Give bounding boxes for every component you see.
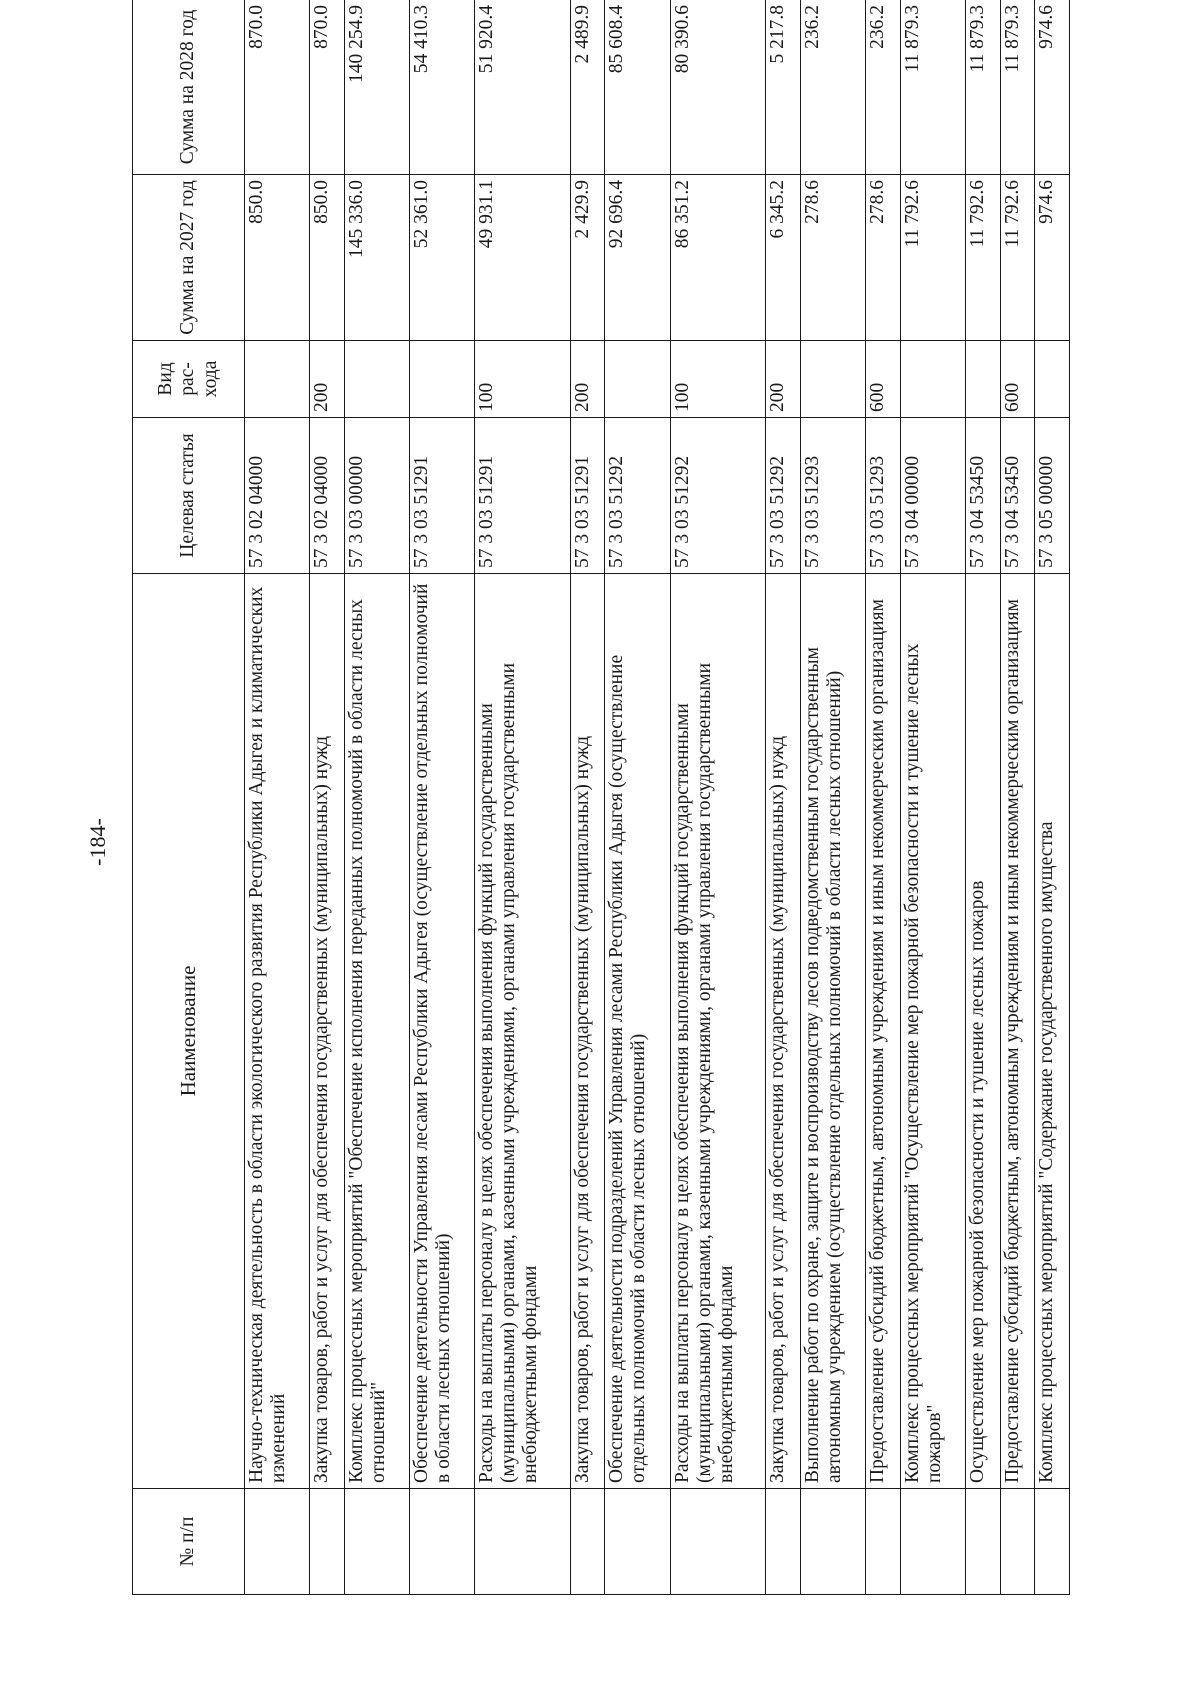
header-name: Наименование [133, 574, 245, 1489]
header-target-article: Целевая статья [133, 418, 245, 574]
row-target-article-cell: 57 3 03 51293 [866, 418, 901, 574]
table-row [409, 0, 474, 1595]
page-number: -184- [85, 818, 110, 866]
row-name-cell: Комплекс процессных мероприятий "Обеспечение исполнения переданных полномочий в области лесных отношений" [344, 574, 409, 1489]
row-name-cell: Предоставление субсидий бюджетным, автономным учреждениям и иным некоммерческим организациям [866, 574, 901, 1489]
row-sum-2027-cell: 2 429.9 [570, 175, 605, 341]
table-row [475, 0, 571, 1595]
row-number-cell [965, 1489, 1000, 1595]
row-sum-2027-cell: 850.0 [310, 175, 345, 341]
row-name-cell: Осуществление мер пожарной безопасности и тушение лесных пожаров [965, 574, 1000, 1489]
row-name-cell: Научно-техническая деятельность в области экологического развития Республики Адыгея и климатических изменений [245, 574, 310, 1489]
row-expense-type-cell [1035, 341, 1070, 418]
table-row [900, 0, 965, 1595]
row-sum-2027-cell: 52 361.0 [409, 175, 474, 341]
header-sum-2027: Сумма на 2027 год [133, 175, 245, 341]
row-sum-2028-cell: 140 254.9 [344, 0, 409, 175]
row-name-cell: Закупка товаров, работ и услуг для обеспечения государственных (муниципальных) нужд [766, 574, 801, 1489]
row-sum-2027-cell: 86 351.2 [670, 175, 766, 341]
row-expense-type-cell: 200 [310, 341, 345, 418]
table-row [670, 0, 766, 1595]
table-header-row [133, 0, 245, 1595]
row-target-article-cell: 57 3 04 53450 [1000, 418, 1035, 574]
row-sum-2027-cell: 278.6 [866, 175, 901, 341]
row-target-article-cell: 57 3 03 00000 [344, 418, 409, 574]
row-number-cell [766, 1489, 801, 1595]
row-name-cell: Расходы на выплаты персоналу в целях обеспечения выполнения функций государственными (муниципальными) органами, казенными учреждениями, органами управления государственными внебюджетными фондами [670, 574, 766, 1489]
row-sum-2028-cell: 54 410.3 [409, 0, 474, 175]
row-expense-type-cell: 200 [766, 341, 801, 418]
table-row [245, 0, 310, 1595]
row-expense-type-cell [965, 341, 1000, 418]
row-sum-2028-cell: 236.2 [800, 0, 865, 175]
table-row [866, 0, 901, 1595]
row-number-cell [866, 1489, 901, 1595]
row-number-cell [310, 1489, 345, 1595]
row-number-cell [570, 1489, 605, 1595]
row-target-article-cell: 57 3 03 51292 [766, 418, 801, 574]
row-name-cell: Расходы на выплаты персоналу в целях обеспечения выполнения функций государственными (муниципальными) органами, казенными учреждениями, органами управления государственными внебюджетными фондами [475, 574, 571, 1489]
header-sum-2028: Сумма на 2028 год [133, 0, 245, 175]
table-row [605, 0, 670, 1595]
row-target-article-cell: 57 3 03 51291 [409, 418, 474, 574]
row-expense-type-cell [344, 341, 409, 418]
row-sum-2028-cell: 85 608.4 [605, 0, 670, 175]
table-row [1000, 0, 1035, 1595]
rotated-page-content [132, 0, 1200, 1595]
row-number-cell [900, 1489, 965, 1595]
table-row [310, 0, 345, 1595]
row-target-article-cell: 57 3 04 00000 [900, 418, 965, 574]
row-number-cell [1000, 1489, 1035, 1595]
row-expense-type-cell [245, 341, 310, 418]
table-row [800, 0, 865, 1595]
row-name-cell: Обеспечение деятельности Управления лесами Республики Адыгея (осуществление отдельных полномочий в области лесных отношений) [409, 574, 474, 1489]
row-target-article-cell: 57 3 03 51293 [800, 418, 865, 574]
table-row [570, 0, 605, 1595]
row-sum-2027-cell: 850.0 [245, 175, 310, 341]
row-number-cell [605, 1489, 670, 1595]
row-sum-2028-cell: 51 920.4 [475, 0, 571, 175]
row-sum-2027-cell: 92 696.4 [605, 175, 670, 341]
table-row [344, 0, 409, 1595]
row-sum-2028-cell: 870.0 [310, 0, 345, 175]
row-sum-2027-cell: 974.6 [1035, 175, 1070, 341]
row-name-cell: Комплекс процессных мероприятий "Содержание государственного имущества [1035, 574, 1070, 1489]
row-sum-2028-cell: 11 879.3 [965, 0, 1000, 175]
row-sum-2027-cell: 11 792.6 [965, 175, 1000, 341]
row-sum-2027-cell: 6 345.2 [766, 175, 801, 341]
row-sum-2027-cell: 11 792.6 [1000, 175, 1035, 341]
row-number-cell [670, 1489, 766, 1595]
row-expense-type-cell [900, 341, 965, 418]
row-name-cell: Закупка товаров, работ и услуг для обеспечения государственных (муниципальных) нужд [570, 574, 605, 1489]
row-sum-2028-cell: 11 879.3 [900, 0, 965, 175]
table-row [766, 0, 801, 1595]
row-target-article-cell: 57 3 04 53450 [965, 418, 1000, 574]
row-number-cell [245, 1489, 310, 1595]
table-row [1035, 0, 1070, 1595]
row-name-cell: Предоставление субсидий бюджетным, автономным учреждениям и иным некоммерческим организациям [1000, 574, 1035, 1489]
row-name-cell: Комплекс процессных мероприятий "Осуществление мер пожарной безопасности и тушение лесных пожаров" [900, 574, 965, 1489]
row-target-article-cell: 57 3 03 51292 [670, 418, 766, 574]
row-sum-2028-cell: 80 390.6 [670, 0, 766, 175]
row-sum-2027-cell: 11 792.6 [900, 175, 965, 341]
header-expense-type: Вид рас-хода [133, 341, 245, 418]
row-number-cell [1035, 1489, 1070, 1595]
row-sum-2028-cell: 5 217.8 [766, 0, 801, 175]
row-sum-2027-cell: 278.6 [800, 175, 865, 341]
row-target-article-cell: 57 3 02 04000 [310, 418, 345, 574]
row-number-cell [475, 1489, 571, 1595]
row-expense-type-cell: 100 [670, 341, 766, 418]
row-sum-2028-cell: 974.6 [1035, 0, 1070, 175]
row-expense-type-cell: 100 [475, 341, 571, 418]
row-expense-type-cell [409, 341, 474, 418]
budget-table [132, 0, 1070, 1595]
row-sum-2028-cell: 2 489.9 [570, 0, 605, 175]
header-number: № п/п [133, 1489, 245, 1595]
row-sum-2027-cell: 145 336.0 [344, 175, 409, 341]
row-name-cell: Обеспечение деятельности подразделений Управления лесами Республики Адыгея (осуществление отдельных полномочий в области лесных отношений) [605, 574, 670, 1489]
row-sum-2028-cell: 870.0 [245, 0, 310, 175]
row-expense-type-cell: 600 [1000, 341, 1035, 418]
row-target-article-cell: 57 3 03 51291 [475, 418, 571, 574]
row-number-cell [800, 1489, 865, 1595]
row-name-cell: Закупка товаров, работ и услуг для обеспечения государственных (муниципальных) нужд [310, 574, 345, 1489]
row-expense-type-cell: 600 [866, 341, 901, 418]
row-sum-2028-cell: 236.2 [866, 0, 901, 175]
row-target-article-cell: 57 3 02 04000 [245, 418, 310, 574]
row-target-article-cell: 57 3 05 00000 [1035, 418, 1070, 574]
row-name-cell: Выполнение работ по охране, защите и воспроизводству лесов подведомственным государственным автономным учреждением (осуществление отдельных полномочий в области лесных отношений) [800, 574, 865, 1489]
row-target-article-cell: 57 3 03 51292 [605, 418, 670, 574]
table-row [965, 0, 1000, 1595]
row-expense-type-cell: 200 [570, 341, 605, 418]
row-expense-type-cell [800, 341, 865, 418]
row-target-article-cell: 57 3 03 51291 [570, 418, 605, 574]
row-sum-2027-cell: 49 931.1 [475, 175, 571, 341]
row-expense-type-cell [605, 341, 670, 418]
row-number-cell [344, 1489, 409, 1595]
row-number-cell [409, 1489, 474, 1595]
row-sum-2028-cell: 11 879.3 [1000, 0, 1035, 175]
